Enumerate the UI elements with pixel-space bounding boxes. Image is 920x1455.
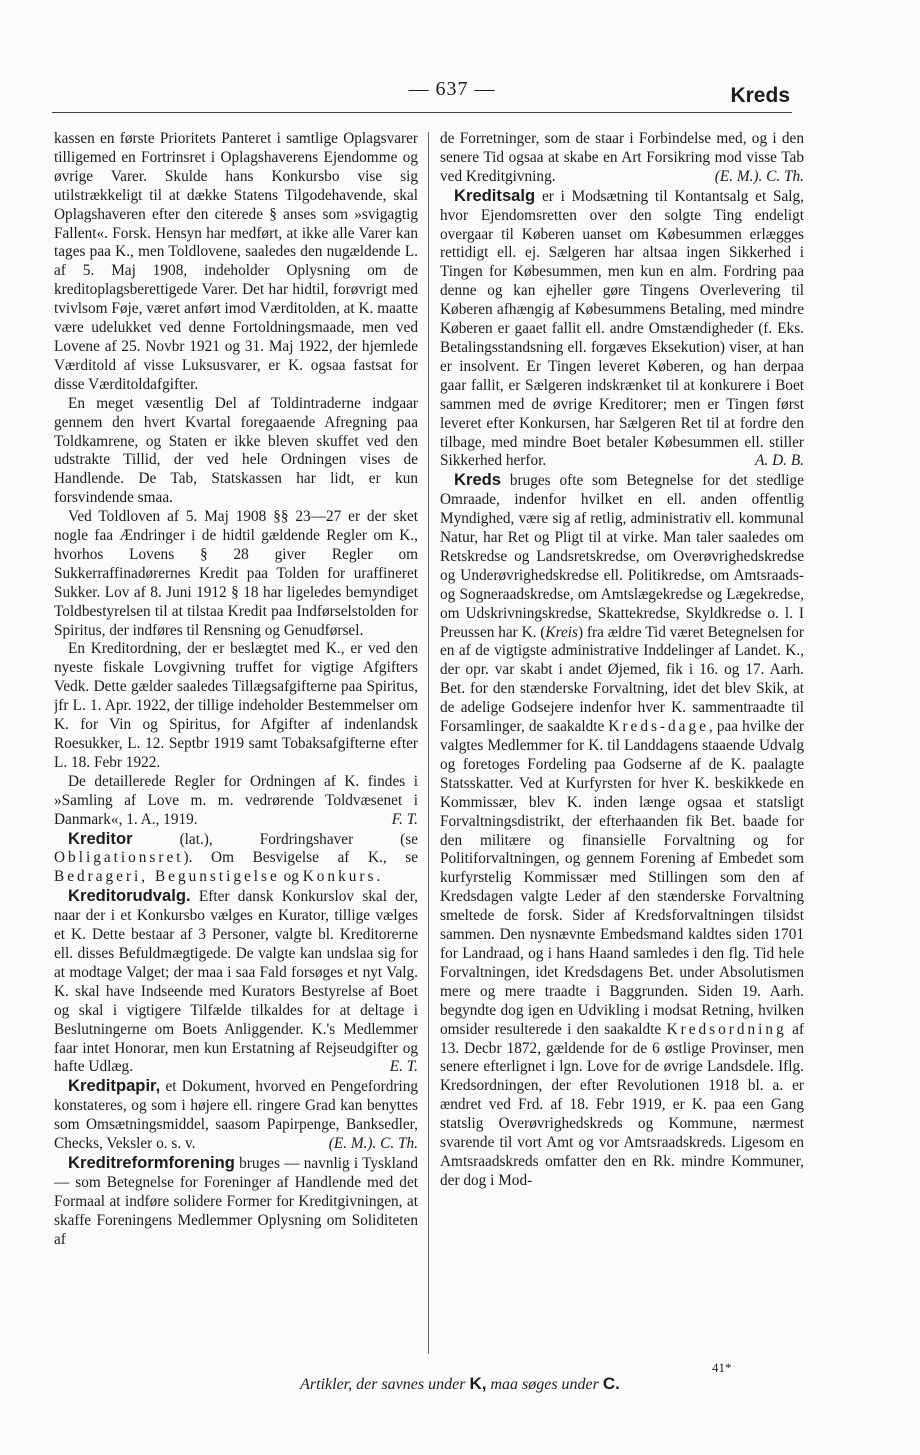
left-paragraph-1: kassen en første Prioritets Panteret i samtlige Oplagsvarer tilligemed en Fortrinsret i Oplagshaverens Ejendomme og øvrige Varer. Skulde hans Konkursbo vise sig utilstrækkeligt til at dække Statens Tilgodehavende, skal Oplagshaveren efter den citerede § anses som »svigagtig Fallent«. Forsk. Hensyn har medført, at ikke alle Varer kan tages paa K., men Toldlovene, saaledes den nugældende L. af 5. Maj 1908, indeholder Oplysning om de kreditoplagsberettigede Varer. Det har hidtil, forøvrigt med tvivlsom Føje, været anført imod Værditolden, at K. maatte være udelukket ved denne Fortoldningsmaade, men ved Lovene af 25. Novbr 1921 og 31. Maj 1922, der hjemlede Værditold af visse Luksusvarer, er K. ogsaa fastsat for disse Værditoldafgifter. <box>54 130 418 393</box>
cross-reference: Konkurs <box>302 868 377 886</box>
left-paragraph-3: Ved Toldloven af 5. Maj 1908 §§ 23—27 er der sket nogle faa Ændringer i de hidtil gældende Regler om K., hvorhos Lovens § 28 giver Regler om Sukkerraffinadørernes Kredit paa Tolden for uraffineret Sukker. Lov af 8. Juni 1912 § 18 har ligeledes bemyndiget Toldbestyrelsen til at tilstaa Kredit paa Indførselstolden for Spiritus, der indføres til Rensning og Genudførsel. <box>54 508 418 639</box>
header-rule <box>52 112 792 113</box>
entry-kreds <box>440 471 804 1190</box>
left-paragraph-5 <box>54 773 418 830</box>
entry-text: af 13. Decbr 1872, gældende for de 6 østlige Provinser, men senere efterlignet i lgn. Love for de øvrige Landsdele. Iflg. Kredsordningen, der efter Revolutionen 1918 bl. a. er ændret ved Frd. af 18. Febr 1919, er K. paa een Gang statslig Overøvrighedskreds og Kommune, nærmest svarende til vort Amt og vor Amtsraadskreds. Ligesom en Amtsraadskreds omfatter den en Rk. mindre Kommuner, der dog i Mod- <box>440 1020 804 1189</box>
entry-text: og <box>279 868 303 886</box>
author-signature: (E. M.). C. Th. <box>328 1135 418 1153</box>
entry-text: bruges ofte som Betegnelse for det stedlige Omraade, indenfor hvilket en ell. anden offentlig Myndighed, være sig af retlig, administrativ ell. kommunal Natur, har Ret og Pligt til at virke. Man taler saaledes om Retskredse og Landsretskredse, om Overøvrighedskredse og Underøvrighedskredse ell. Politikredse, om Amtsraads- og Sogneraadskredse, om Amtslægekredse og Lægekredse, om Udskrivningskredse, Skattekredse, Skyldkredse o. l. I Preussen har K. ( <box>440 472 804 641</box>
entry-headword: Kreditsalg <box>454 185 536 205</box>
entry-kreditsalg <box>440 187 804 472</box>
footer-letter-k: K, <box>469 1374 487 1393</box>
page-header <box>52 78 790 112</box>
entry-headword: Kreditorudvalg. <box>68 886 191 906</box>
footer-text: Artikler, der savnes under <box>300 1376 470 1393</box>
cross-reference: Obligationsret <box>54 849 184 867</box>
footer-letter-c: C. <box>602 1374 620 1393</box>
page-number: — 637 — <box>408 78 496 100</box>
entry-text: ) fra ældre Tid været Betegnelsen for en af de vigtigste administrative Inddelinger af Landet. K., der opr. var skabt i andet Øjemed, fik i 16. og 17. Aarh. Bet. for den stænderske Forvaltning, idet det blev Skik, at de adelige Godsejere indenfor hver K. sammentraadte til Forsamlinger, de saakaldte <box>440 623 804 736</box>
author-signature: (E. M.). C. Th. <box>714 167 804 185</box>
right-paragraph-1 <box>440 130 804 187</box>
left-paragraph-2: En meget væsentlig Del af Toldintraderne indgaar gennem den hvert Kvartal foregaaende Afregning paa Toldkamrene, og Staten er ikke bleven skuffet ved den udstrakte Tillid, der ved hele Ordningen vises de Handlende. De Tab, Statskassen har lidt, er kun forsvindende smaa. <box>54 394 418 507</box>
entry-text: (lat.), Fordringshaver (se <box>179 830 418 848</box>
signature-mark: 41* <box>712 1360 732 1375</box>
entry-text: er i Modsætning til Kontantsalg et Salg, hvor Ejendomsretten over den solgte Ting endeligt overgaar til Køberen uanset om Købesummen erlægges rettidigt ell. ej. Sælgeren har altsaa ingen Sikkerhed i Tingen for Købesummen, men kun en alm. Fordring paa denne og kan ejheller gøre Tingens Overlevering til Køberen afhængig af Købesummens Betaling, med mindre Køberen er gaaet fallit ell. andre Omstændigheder (f. Eks. Betalingsstandsning ell. forgæves Eksekution) viser, at han er insolvent. Er Tingen leveret Køberen, og han derpaa gaar fallit, er Sælgeren indskrænket til at konkurere i Boet sammen med de øvrige Kreditorer; men er Tingen først leveret efter Konkursen, har Sælgeren Ret til at fordre den tilbage, med mindre Boet betaler Købesummen ell. stiller Sikkerhed herfor. <box>440 187 804 470</box>
entry-kreditor <box>54 830 418 888</box>
entry-kreditreformforening <box>54 1154 418 1250</box>
entry-headword: Kreditreformforening <box>68 1152 235 1172</box>
entry-headword: Kreditpapir, <box>68 1076 161 1096</box>
emphasized-term: Kreds-dage <box>608 718 709 736</box>
left-paragraph-4: En Kreditordning, der er beslægtet med K., er ved den nyeste fiskale Lovgivning truffet for vigtige Afgifters Vedk. Dette gælder saaledes Tillægsafgifterne paa Spiritus, jfr L. 1. Apr. 1922, der tillige indeholder Bestemmelser om K. for Vin og Spiritus, for Afgifter af indenlandsk Roesukker, L. 12. Septbr 1919 samt Tobaksafgifterne efter L. 18. Febr 1922. <box>54 640 418 771</box>
author-signature: E. T. <box>389 1058 418 1076</box>
left-paragraph-5-text: De detaillerede Regler for Ordningen af K. findes i »Samling af Love m. m. vedrørende Toldvæsenet i Danmark«, 1. A., 1919. <box>54 772 418 828</box>
left-column <box>54 130 418 1360</box>
author-signature: A. D. B. <box>755 452 804 470</box>
column-divider <box>428 132 429 1354</box>
entry-kreditpapir <box>54 1077 418 1154</box>
entry-text: Efter dansk Konkurslov skal der, naar der i et Konkursbo vælges en Kurator, tillige vælges et K. Dette bestaar af 3 Personer, valgte bl. Kreditorerne ell. disses Befuldmægtigede. De valgte kan undslaa sig for at modtage Valget; der maa i saa Fald forsøges et nyt Valg. K. skal have Indseende med Kurators Bestyrelse af Boet og skal i vigtigere Tilfælde tilkaldes for at deltage i Beslutningerne om Boets Anliggender. K.'s Medlemmer faar intet Honorar, men kun Erstatning af Rejseudgifter og hafte Udlæg. <box>54 888 418 1076</box>
emphasized-term: Kreis <box>545 623 578 641</box>
right-paragraph-1-text: de Forretninger, som de staar i Forbindelse med, og i den senere Tid ogsaa at skabe en Art Forsikring mod visse Tab ved Kreditgivning. <box>440 130 804 185</box>
emphasized-term: Kredsordning <box>666 1020 787 1038</box>
author-signature: F. T. <box>391 810 418 828</box>
entry-headword: Kreds <box>454 470 502 490</box>
footer-text: maa søges under <box>486 1376 603 1393</box>
entry-text: , paa hvilke der valgtes Medlemmer for K. til Landdagens staaende Udvalg og foretoges Fordeling paa Godserne af de K. paalagte Statsskatter. Ved at Kurfyrsten for hver K. beskikkede en Kommissær, blev K. inden længe ogsaa et statsligt Forvaltningsdistrikt, der efterhaanden fik Bet. baade for den militære og finansielle Forvaltning og for Politiforvaltningen, og gennem Forening af Embedet som kurfyrstelig Kommissær med Stillingen som den af Kredsdagen valgte Leder af den stænderske Forvaltning smeltede de forsk. Sider af Kredsforvaltningen tilsidst sammen. Den nysnævnte Embedsmand kaldtes siden 1701 for Landraad, og i hans Haand samledes i den flg. Tid hele Forvaltningen, idet Kredsdagens Bet. under Absolutismen mere og mere traadte i Baggrunden. Siden 19. Aarh. begyndte dog igen en Udvikling i modsat Retning, hvilken omsider resulterede i den saakaldte <box>440 718 804 1038</box>
entry-kreditorudvalg <box>54 887 418 1077</box>
page-footer <box>0 1374 920 1394</box>
entry-text: . <box>376 868 381 886</box>
right-column <box>440 130 804 1360</box>
running-head: Kreds <box>730 84 790 107</box>
cross-reference: Bedrageri, Begunstigelse <box>54 868 280 886</box>
entry-text: ). Om Besvigelse af K., se <box>183 849 418 867</box>
entry-headword: Kreditor <box>68 828 133 848</box>
entry-text: bruges — navnlig i Tyskland — som Betegnelse for Foreninger af Handlende med det Formaal at indføre solidere Former for Kreditgivningen, at skaffe Foreningens Medlemmer Oplysning om Soliditeten af <box>54 1154 418 1248</box>
entry-text: et Dokument, hvorved en Pengefordring konstateres, og som i højere ell. ringere Grad kan benyttes som Omsætningsmiddel, saasom Papirpenge, Banksedler, Checks, Veksler o. s. v. <box>54 1078 418 1153</box>
